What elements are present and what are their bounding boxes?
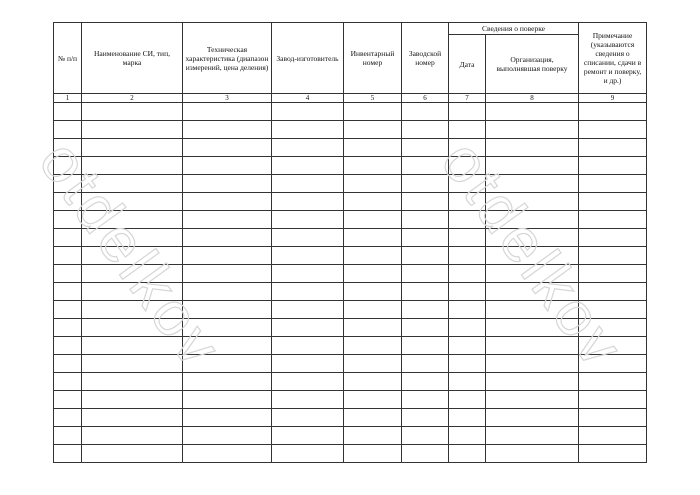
table-cell	[54, 445, 82, 463]
table-cell	[183, 265, 272, 283]
table-cell	[486, 103, 579, 121]
table-cell	[486, 247, 579, 265]
table-cell	[449, 175, 486, 193]
header-col-manufacturer: Завод-изготовитель	[272, 23, 344, 94]
table-cell	[183, 157, 272, 175]
table-cell	[579, 337, 647, 355]
column-number: 6	[402, 94, 449, 103]
table-cell	[82, 337, 183, 355]
table-row	[54, 157, 647, 175]
table-cell	[344, 337, 402, 355]
table-cell	[579, 139, 647, 157]
table-cell	[449, 427, 486, 445]
header-row-top	[54, 23, 647, 35]
table-cell	[486, 319, 579, 337]
table-cell	[54, 193, 82, 211]
table-cell	[183, 247, 272, 265]
table-cell	[272, 337, 344, 355]
table-cell	[486, 175, 579, 193]
table-cell	[272, 283, 344, 301]
table-cell	[344, 157, 402, 175]
table-cell	[449, 139, 486, 157]
table-cell	[82, 193, 183, 211]
table-cell	[449, 229, 486, 247]
table-cell	[579, 229, 647, 247]
column-number: 7	[449, 94, 486, 103]
table-cell	[344, 211, 402, 229]
table-cell	[449, 247, 486, 265]
table-cell	[402, 211, 449, 229]
table-cell	[54, 139, 82, 157]
table-cell	[486, 445, 579, 463]
table-cell	[579, 247, 647, 265]
table-cell	[54, 175, 82, 193]
table-cell	[449, 121, 486, 139]
table-row	[54, 427, 647, 445]
table-cell	[272, 121, 344, 139]
table-cell	[183, 337, 272, 355]
table-row	[54, 229, 647, 247]
table-cell	[82, 103, 183, 121]
equipment-register-table	[53, 22, 647, 463]
table-cell	[402, 139, 449, 157]
table-cell	[579, 319, 647, 337]
table-cell	[402, 445, 449, 463]
column-number: 9	[579, 94, 647, 103]
table-cell	[449, 409, 486, 427]
table-cell	[272, 355, 344, 373]
table-cell	[54, 337, 82, 355]
table-row	[54, 373, 647, 391]
watermark-right: otdelkov	[427, 128, 638, 382]
table-cell	[183, 193, 272, 211]
table-row	[54, 139, 647, 157]
table-cell	[344, 283, 402, 301]
table-cell	[579, 391, 647, 409]
header-col-name: Наименование СИ, тип, марка	[82, 23, 183, 94]
table-cell	[183, 373, 272, 391]
table-cell	[579, 157, 647, 175]
table-cell	[344, 175, 402, 193]
table-cell	[54, 301, 82, 319]
table-cell	[183, 409, 272, 427]
table-cell	[82, 265, 183, 283]
column-number-row	[54, 94, 647, 103]
table-cell	[82, 121, 183, 139]
table-cell	[54, 229, 82, 247]
header-col-note: Примечание (указываются сведения о списании, сдачи в ремонт и поверку, и др.)	[579, 23, 647, 94]
table-cell	[183, 229, 272, 247]
table-cell	[54, 211, 82, 229]
table-cell	[402, 427, 449, 445]
table-cell	[82, 247, 183, 265]
table-cell	[449, 319, 486, 337]
table-cell	[272, 265, 344, 283]
table-cell	[54, 319, 82, 337]
table-cell	[344, 139, 402, 157]
table-cell	[449, 445, 486, 463]
table-cell	[486, 337, 579, 355]
header-group-verification: Сведения о поверке	[449, 23, 579, 35]
column-number: 5	[344, 94, 402, 103]
table-cell	[183, 355, 272, 373]
table-cell	[272, 193, 344, 211]
table-cell	[272, 157, 344, 175]
table-cell	[402, 229, 449, 247]
table-cell	[402, 355, 449, 373]
table-cell	[183, 175, 272, 193]
table-cell	[183, 103, 272, 121]
table-row	[54, 319, 647, 337]
table-cell	[183, 445, 272, 463]
header-col-org: Организация, выполнявшая поверку	[486, 35, 579, 94]
table-cell	[486, 121, 579, 139]
table-cell	[579, 211, 647, 229]
table-cell	[486, 427, 579, 445]
table-cell	[82, 229, 183, 247]
column-number: 2	[82, 94, 183, 103]
table-cell	[402, 121, 449, 139]
table-cell	[82, 283, 183, 301]
table-cell	[579, 373, 647, 391]
table-row	[54, 301, 647, 319]
table-row	[54, 337, 647, 355]
table-row	[54, 247, 647, 265]
table-cell	[486, 283, 579, 301]
table-cell	[82, 139, 183, 157]
table-cell	[579, 283, 647, 301]
table-cell	[272, 103, 344, 121]
table-cell	[402, 391, 449, 409]
table-cell	[344, 391, 402, 409]
table-cell	[402, 193, 449, 211]
table-cell	[272, 175, 344, 193]
watermark-left: otdelkov	[25, 128, 236, 382]
table-cell	[183, 427, 272, 445]
register-sheet	[53, 22, 646, 463]
table-cell	[449, 265, 486, 283]
table-cell	[486, 265, 579, 283]
table-cell	[486, 139, 579, 157]
table-cell	[449, 103, 486, 121]
table-cell	[272, 211, 344, 229]
table-cell	[579, 445, 647, 463]
table-cell	[54, 157, 82, 175]
table-cell	[272, 391, 344, 409]
table-cell	[579, 265, 647, 283]
table-cell	[449, 391, 486, 409]
table-cell	[82, 409, 183, 427]
table-cell	[402, 337, 449, 355]
table-cell	[82, 427, 183, 445]
table-row	[54, 283, 647, 301]
table-cell	[402, 265, 449, 283]
table-cell	[449, 301, 486, 319]
table-cell	[183, 283, 272, 301]
table-cell	[54, 373, 82, 391]
table-cell	[579, 427, 647, 445]
table-cell	[82, 301, 183, 319]
table-cell	[486, 229, 579, 247]
table-cell	[402, 175, 449, 193]
table-row	[54, 445, 647, 463]
table-cell	[449, 283, 486, 301]
table-cell	[486, 193, 579, 211]
table-cell	[54, 103, 82, 121]
header-col-inventory: Инвентарный номер	[344, 23, 402, 94]
table-cell	[54, 391, 82, 409]
table-cell	[402, 301, 449, 319]
table-cell	[54, 265, 82, 283]
table-cell	[579, 301, 647, 319]
table-cell	[402, 157, 449, 175]
table-cell	[344, 265, 402, 283]
table-cell	[486, 211, 579, 229]
table-row	[54, 265, 647, 283]
table-cell	[272, 373, 344, 391]
table-row	[54, 391, 647, 409]
column-number: 1	[54, 94, 82, 103]
table-cell	[272, 409, 344, 427]
table-cell	[579, 103, 647, 121]
table-cell	[272, 139, 344, 157]
table-cell	[183, 211, 272, 229]
table-cell	[486, 391, 579, 409]
table-cell	[486, 157, 579, 175]
table-cell	[579, 121, 647, 139]
table-row	[54, 103, 647, 121]
table-row	[54, 211, 647, 229]
table-cell	[54, 121, 82, 139]
table-cell	[183, 319, 272, 337]
table-cell	[449, 211, 486, 229]
header-col-no: № п/п	[54, 23, 82, 94]
table-cell	[183, 139, 272, 157]
table-cell	[82, 445, 183, 463]
table-row	[54, 121, 647, 139]
table-cell	[272, 445, 344, 463]
column-number: 4	[272, 94, 344, 103]
table-cell	[579, 409, 647, 427]
column-number: 8	[486, 94, 579, 103]
table-cell	[449, 337, 486, 355]
table-cell	[54, 247, 82, 265]
table-cell	[344, 355, 402, 373]
table-cell	[402, 283, 449, 301]
table-cell	[272, 229, 344, 247]
table-cell	[344, 373, 402, 391]
table-cell	[183, 391, 272, 409]
table-cell	[54, 283, 82, 301]
table-cell	[344, 229, 402, 247]
table-row	[54, 175, 647, 193]
table-row	[54, 193, 647, 211]
header-col-serial: Заводской номер	[402, 23, 449, 94]
table-cell	[82, 391, 183, 409]
table-cell	[486, 373, 579, 391]
table-cell	[402, 103, 449, 121]
table-cell	[579, 355, 647, 373]
table-cell	[402, 373, 449, 391]
table-cell	[402, 409, 449, 427]
table-cell	[344, 103, 402, 121]
table-cell	[272, 247, 344, 265]
table-cell	[449, 193, 486, 211]
header-col-spec: Техническая характеристика (диапазон измерений, цена деления)	[183, 23, 272, 94]
table-cell	[344, 409, 402, 427]
table-cell	[82, 355, 183, 373]
table-cell	[54, 409, 82, 427]
table-cell	[82, 373, 183, 391]
table-cell	[272, 301, 344, 319]
table-cell	[272, 319, 344, 337]
table-cell	[183, 121, 272, 139]
table-cell	[344, 121, 402, 139]
table-cell	[449, 355, 486, 373]
table-cell	[344, 427, 402, 445]
table-cell	[54, 427, 82, 445]
table-cell	[272, 427, 344, 445]
table-cell	[402, 319, 449, 337]
table-cell	[402, 247, 449, 265]
column-number: 3	[183, 94, 272, 103]
table-cell	[344, 247, 402, 265]
register-body	[54, 103, 647, 463]
table-cell	[82, 175, 183, 193]
table-cell	[486, 301, 579, 319]
table-cell	[82, 319, 183, 337]
table-cell	[82, 211, 183, 229]
table-cell	[344, 301, 402, 319]
table-cell	[579, 175, 647, 193]
table-cell	[579, 193, 647, 211]
table-cell	[486, 409, 579, 427]
header-col-date: Дата	[449, 35, 486, 94]
table-cell	[82, 157, 183, 175]
table-cell	[54, 355, 82, 373]
table-cell	[449, 157, 486, 175]
table-cell	[486, 355, 579, 373]
table-cell	[344, 193, 402, 211]
table-row	[54, 409, 647, 427]
table-cell	[344, 319, 402, 337]
table-cell	[449, 373, 486, 391]
table-row	[54, 355, 647, 373]
table-cell	[183, 301, 272, 319]
table-cell	[344, 445, 402, 463]
